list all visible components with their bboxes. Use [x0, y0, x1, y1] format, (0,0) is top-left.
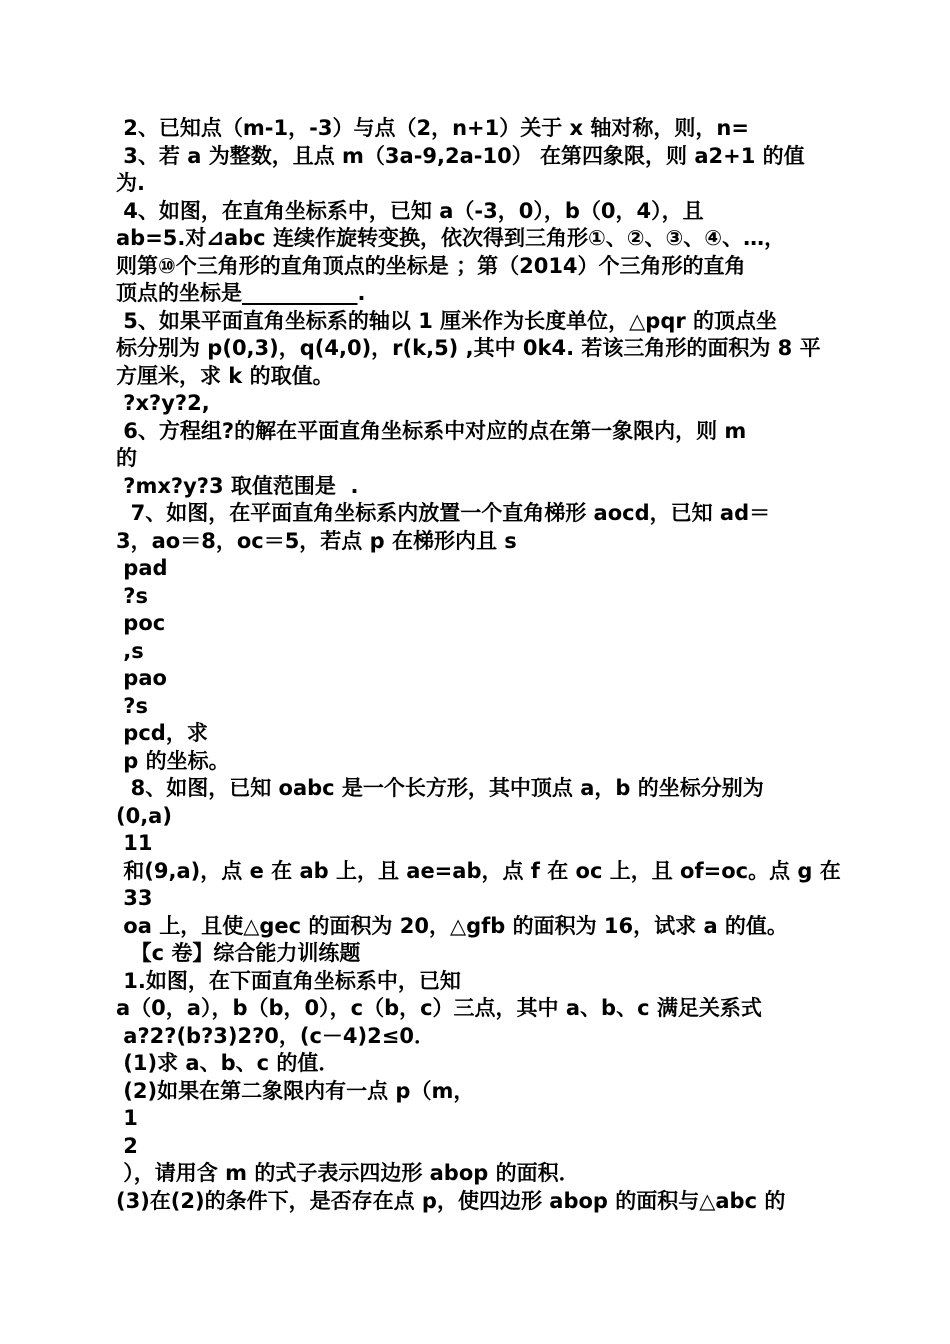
text-line-c1-part2-d: ），请用含 m 的式子表示四边形 abop 的面积．	[116, 1161, 580, 1185]
text-line-q7-h: ?s	[116, 693, 148, 718]
text-line-q6-a: ?x?y?2,	[116, 391, 210, 415]
text-line-c1-part2-a: (2)如果在第二象限内有一点 p（m，	[116, 1078, 475, 1103]
text-line-q5-b: 标分别为 p(0,3)，q(4,0)，r(k,5) ,其中 0k4. 若该三角形的面积为 8 平	[116, 336, 821, 360]
text-line-q4-b: ab=5.对⊿abc 连续作旋转变换，依次得到三角形①、②、③、④、…，	[116, 226, 786, 250]
text-line-q7-i: pcd，求	[116, 721, 208, 745]
text-line-c1-a: 1.如图，在下面直角坐标系中，已知	[116, 968, 461, 993]
text-line-q6-d: ?mx?y?3 取值范围是 .	[116, 473, 359, 498]
text-line-q8-c: 11	[116, 831, 153, 855]
text-line-q7-d: ?s	[116, 583, 148, 608]
text-line-q8-a: 8、如图，已知 oabc 是一个长方形，其中顶点 a，b 的坐标分别为	[116, 776, 764, 800]
text-line-q4-c: 则第⑩个三角形的直角顶点的坐标是 ；第（2014）个三角形的直角	[116, 253, 746, 278]
text-line-q4-a: 4、如图，在直角坐标系中，已知 a（-3，0），b（0，4），且	[116, 198, 704, 223]
text-line-q7-j: p 的坐标。	[116, 748, 230, 773]
text-line-q7-c: pad	[116, 556, 168, 580]
text-line-c1-part2-b: 1	[116, 1106, 138, 1130]
text-line-q7-e: poc	[116, 611, 166, 635]
text-line-q7-b: 3，ao＝8，oc＝5，若点 p 在梯形内且 s	[116, 528, 517, 553]
text-line-q8-b: (0,a)	[116, 803, 172, 828]
text-line-q2: 2、已知点（m-1，-3）与点（2，n+1）关于 x 轴对称，则，n=	[116, 116, 749, 140]
text-line-q7-g: pao	[116, 666, 167, 690]
text-line-q8-f: oa 上，且使△gec 的面积为 20，△gfb 的面积为 16，试求 a 的值。	[116, 913, 788, 938]
text-line-c1-part1: (1)求 a、b、c 的值．	[116, 1051, 340, 1075]
text-line-q3-b: 为.	[116, 171, 145, 195]
text-line-c1-part2-c: 2	[116, 1133, 138, 1158]
text-line-q5-c: 方厘米，求 k 的取值。	[116, 363, 334, 388]
text-line-q4-d: 顶点的坐标是___________.	[116, 281, 366, 305]
section-heading-c: 【c 卷】综合能力训练题	[116, 941, 361, 965]
text-line-c1-c: a?2?(b?3)2?0，(c－4)2≤0．	[116, 1023, 435, 1048]
text-line-q5-a: 5、如果平面直角坐标系的轴以 1 厘米作为长度单位，△pqr 的顶点坐	[116, 308, 778, 333]
text-line-q6-c: 的	[116, 446, 137, 470]
text-line-q6-b: 6、方程组?的解在平面直角坐标系中对应的点在第一象限内，则 m	[116, 418, 747, 443]
text-line-q8-e: 33	[116, 886, 153, 910]
text-line-c1-b: a（0，a），b（b，0），c（b，c）三点，其中 a、b、c 满足关系式	[116, 996, 762, 1020]
document-body	[116, 115, 846, 1215]
text-line-q7-f: ,s	[116, 638, 144, 663]
text-line-c1-part3: (3)在(2)的条件下，是否存在点 p，使四边形 abop 的面积与△abc 的	[116, 1188, 786, 1213]
text-line-q3-a: 3、若 a 为整数，且点 m（3a-9,2a-10） 在第四象限，则 a2+1 的值	[116, 143, 805, 168]
text-line-q8-d: 和(9,a)，点 e 在 ab 上，且 ae=ab，点 f 在 oc 上，且 of=oc。点 g 在	[116, 858, 841, 883]
text-line-q7-a: 7、如图，在平面直角坐标系内放置一个直角梯形 aocd，已知 ad＝	[116, 501, 771, 525]
